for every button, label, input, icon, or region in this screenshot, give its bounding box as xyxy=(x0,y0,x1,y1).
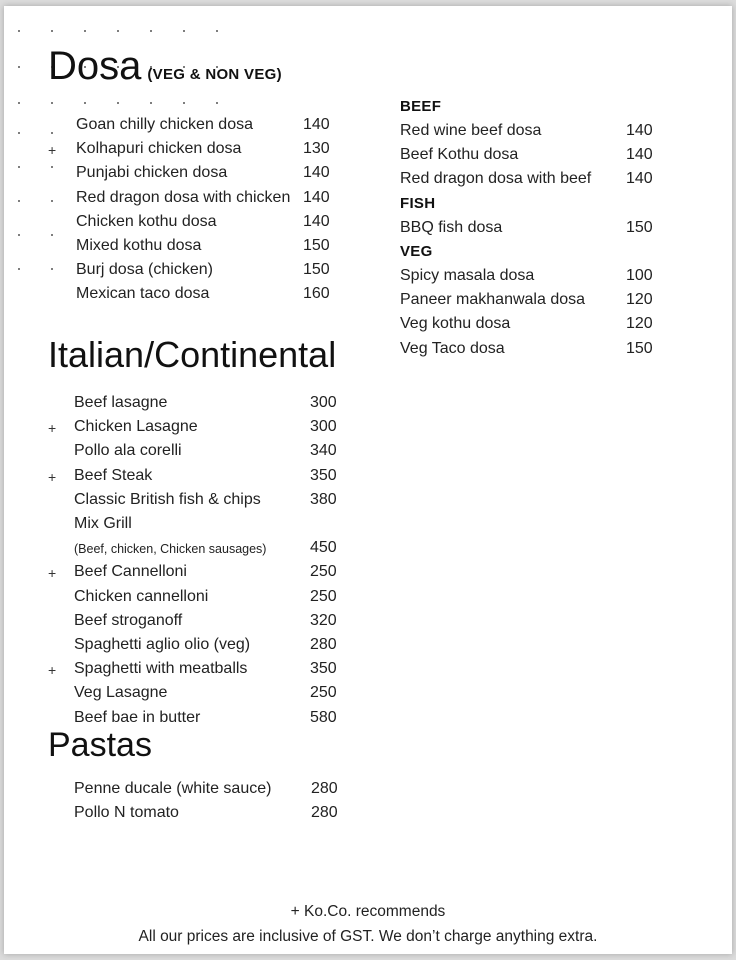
menu-item-name: (Beef, chicken, Chicken sausages) xyxy=(74,542,267,557)
menu-item-row xyxy=(74,515,414,535)
menu-item-name: Red dragon dosa with chicken xyxy=(76,188,291,206)
decorative-dot xyxy=(51,200,53,202)
menu-item-row xyxy=(400,340,720,360)
menu-item-row xyxy=(76,237,406,257)
menu-item-row xyxy=(74,780,414,800)
menu-item-row xyxy=(76,140,406,160)
menu-item-name: Kolhapuri chicken dosa xyxy=(76,140,242,158)
menu-item-price: 380 xyxy=(310,490,337,508)
menu-item-row xyxy=(74,539,414,559)
decorative-dot xyxy=(117,102,119,104)
decorative-dot xyxy=(18,66,20,68)
menu-item-price: 140 xyxy=(626,122,653,139)
dosa-heading: Dosa (VEG & NON VEG) xyxy=(48,44,282,88)
decorative-dot xyxy=(150,102,152,104)
decorative-dot xyxy=(18,200,20,202)
menu-item-row xyxy=(400,315,720,335)
menu-item-name: Penne ducale (white sauce) xyxy=(74,780,272,797)
menu-item-name: Beef Kothu dosa xyxy=(400,146,519,164)
menu-page xyxy=(4,6,732,954)
menu-item-price: 130 xyxy=(303,140,330,158)
decorative-dot xyxy=(18,166,20,168)
recommended-plus-icon: + xyxy=(48,468,57,485)
menu-item-name: BBQ fish dosa xyxy=(400,219,503,236)
menu-item-row xyxy=(74,636,414,656)
menu-item-price: 150 xyxy=(626,339,653,357)
menu-item-name: Veg kothu dosa xyxy=(400,315,511,333)
italian-heading: Italian/Continental xyxy=(48,334,337,375)
menu-item-name: Red dragon dosa with beef xyxy=(400,170,592,188)
menu-item-name: Spaghetti aglio olio (veg) xyxy=(74,636,251,653)
menu-item-price: 250 xyxy=(310,587,337,605)
menu-item-price: 150 xyxy=(303,261,330,279)
menu-item-row xyxy=(76,116,406,136)
menu-item-price: 250 xyxy=(310,684,337,702)
decorative-dot xyxy=(51,166,53,168)
menu-item-price: 160 xyxy=(303,285,330,303)
menu-item-name: Punjabi chicken dosa xyxy=(76,164,228,182)
menu-item-row xyxy=(74,684,414,704)
menu-item-row xyxy=(74,418,414,438)
menu-item-name: Beef lasagne xyxy=(74,394,168,411)
menu-item-name: Red wine beef dosa xyxy=(400,122,542,139)
fish-category-heading: FISH xyxy=(400,195,436,212)
menu-item-price: 140 xyxy=(303,116,330,133)
menu-item-row xyxy=(400,267,720,287)
menu-item-row xyxy=(74,467,414,487)
menu-item-name: Chicken Lasagne xyxy=(74,418,198,436)
menu-item-name: Pollo N tomato xyxy=(74,804,179,822)
decorative-dot xyxy=(51,234,53,236)
menu-item-name: Veg Taco dosa xyxy=(400,339,505,357)
beef-category-heading: BEEF xyxy=(400,98,442,115)
menu-item-name: Spicy masala dosa xyxy=(400,267,535,284)
menu-item-price: 140 xyxy=(626,170,653,188)
menu-item-price: 340 xyxy=(310,442,337,460)
recommend-note: + Ko.Co. recommends xyxy=(290,903,446,920)
menu-item-row xyxy=(74,442,414,462)
decorative-dot xyxy=(18,102,20,104)
menu-item-price: 140 xyxy=(303,212,330,230)
menu-item-row xyxy=(400,170,720,190)
decorative-dot xyxy=(18,132,20,134)
menu-item-name: Pollo ala corelli xyxy=(74,442,182,460)
menu-item-price: 120 xyxy=(626,315,653,333)
decorative-dot xyxy=(150,30,152,32)
menu-item-price: 580 xyxy=(310,708,337,726)
decorative-dot xyxy=(18,234,20,236)
menu-item-name: Spaghetti with meatballs xyxy=(74,660,248,678)
menu-item-row xyxy=(400,219,720,239)
decorative-dot xyxy=(183,30,185,32)
menu-item-price: 350 xyxy=(310,466,337,484)
menu-item-name: Mix Grill xyxy=(74,515,132,532)
menu-item-name: Beef stroganoff xyxy=(74,611,183,629)
menu-item-price: 140 xyxy=(303,188,330,206)
decorative-dot xyxy=(84,102,86,104)
menu-item-price: 250 xyxy=(310,563,337,581)
recommended-plus-icon: + xyxy=(48,565,57,582)
pastas-heading: Pastas xyxy=(48,726,152,764)
menu-item-name: Classic British fish & chips xyxy=(74,490,261,508)
menu-item-price: 280 xyxy=(311,780,338,797)
menu-item-price: 140 xyxy=(626,146,653,164)
menu-item-row xyxy=(400,122,720,142)
decorative-dot xyxy=(18,30,20,32)
menu-item-name: Chicken kothu dosa xyxy=(76,212,217,230)
menu-item-price: 100 xyxy=(626,267,653,284)
menu-item-row xyxy=(76,164,406,184)
menu-item-row xyxy=(74,660,414,680)
decorative-dot xyxy=(216,30,218,32)
decorative-dot xyxy=(51,132,53,134)
menu-item-row xyxy=(74,491,414,511)
gst-note: All our prices are inclusive of GST. We don’t charge anything extra. xyxy=(138,928,598,945)
menu-item-row xyxy=(76,213,406,233)
recommended-plus-icon: + xyxy=(48,142,57,159)
menu-item-name: Beef bae in butter xyxy=(74,708,201,726)
menu-item-price: 280 xyxy=(311,804,338,822)
menu-item-price: 300 xyxy=(310,394,337,411)
menu-item-name: Chicken cannelloni xyxy=(74,587,209,605)
menu-item-row xyxy=(400,291,720,311)
menu-item-row xyxy=(76,189,406,209)
menu-item-row xyxy=(76,261,406,281)
decorative-dot xyxy=(51,102,53,104)
menu-item-price: 140 xyxy=(303,164,330,182)
decorative-dot xyxy=(84,30,86,32)
menu-item-price: 300 xyxy=(310,418,337,436)
menu-item-price: 350 xyxy=(310,660,337,678)
decorative-dot xyxy=(216,102,218,104)
dosa-subtitle: (VEG & NON VEG) xyxy=(147,66,282,83)
menu-item-price: 120 xyxy=(626,291,653,309)
menu-item-price: 450 xyxy=(310,539,337,557)
menu-item-row xyxy=(74,612,414,632)
menu-item-name: Beef Steak xyxy=(74,466,153,484)
decorative-dot xyxy=(18,268,20,270)
decorative-dot xyxy=(117,30,119,32)
menu-item-row xyxy=(74,563,414,583)
recommended-plus-icon: + xyxy=(48,420,57,437)
menu-item-name: Veg Lasagne xyxy=(74,684,168,702)
menu-item-name: Mixed kothu dosa xyxy=(76,237,202,254)
decorative-dot xyxy=(51,30,53,32)
veg-category-heading: VEG xyxy=(400,243,433,260)
menu-item-row xyxy=(74,804,414,824)
menu-item-price: 150 xyxy=(303,237,330,254)
menu-item-name: Goan chilly chicken dosa xyxy=(76,116,253,133)
menu-item-row xyxy=(400,146,720,166)
menu-item-price: 280 xyxy=(310,636,337,653)
menu-item-name: Paneer makhanwala dosa xyxy=(400,291,586,309)
menu-item-name: Burj dosa (chicken) xyxy=(76,261,213,279)
decorative-dot xyxy=(51,268,53,270)
menu-item-price: 150 xyxy=(626,219,653,236)
menu-item-row xyxy=(76,285,406,305)
menu-item-row xyxy=(74,588,414,608)
menu-item-price: 320 xyxy=(310,611,337,629)
recommended-plus-icon: + xyxy=(48,662,57,679)
decorative-dot xyxy=(183,102,185,104)
menu-item-name: Beef Cannelloni xyxy=(74,563,187,581)
menu-item-name: Mexican taco dosa xyxy=(76,285,210,303)
menu-item-row xyxy=(74,394,414,414)
